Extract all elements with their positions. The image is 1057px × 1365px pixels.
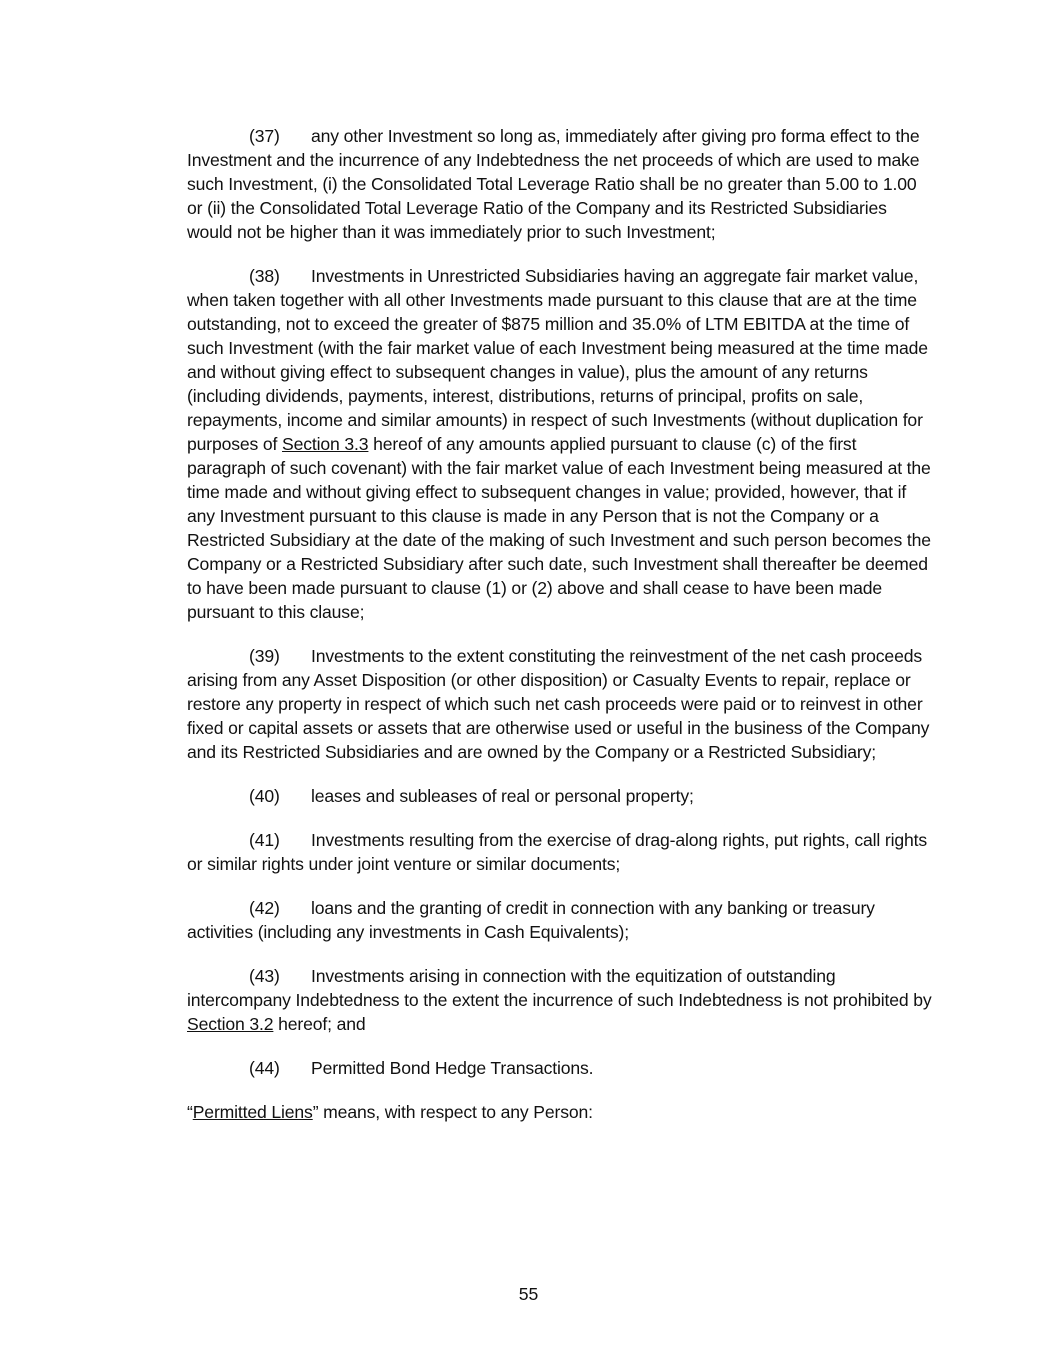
clause-39 — [187, 644, 932, 764]
clause-text: any other Investment so long as, immediately after giving pro forma effect to the Investment and the incurrence of any Indebtedness the net proceeds of which are used to make such Investment, (i) the Consolidated Total Leverage Ratio shall be no greater than 5.00 to 1.00 or (ii) the Consolidated Total Leverage Ratio of the Company and its Restricted Subsidiaries would not be higher than it was immediately prior to such Investment; — [187, 126, 920, 242]
clause-number: (40) — [249, 786, 280, 806]
clause-text: Permitted Bond Hedge Transactions. — [311, 1058, 594, 1078]
clause-text: leases and subleases of real or personal property; — [311, 786, 694, 806]
open-quote: “ — [187, 1102, 193, 1122]
document-body — [187, 124, 932, 1144]
section-3-2-reference: Section 3.2 — [187, 1014, 274, 1034]
clause-38 — [187, 264, 932, 624]
clause-44 — [187, 1056, 932, 1080]
clause-40 — [187, 784, 932, 808]
clause-text-continued: hereof of any amounts applied pursuant to clause (c) of the first paragraph of such covenant) with the fair market value of each Investment being measured at the time made and without giving effect to subsequent changes in value; provided, however, that if any Investment pursuant to this clause is made in any Person that is not the Company or a Restricted Subsidiary at the date of the making of such Investment and such person becomes the Company or a Restricted Subsidiary after such date, such Investment shall thereafter be deemed to have been made pursuant to clause (1) or (2) above and shall cease to have been made pursuant to this clause; — [187, 434, 931, 622]
clause-number: (41) — [249, 830, 280, 850]
clause-text: Investments resulting from the exercise of drag-along rights, put rights, call rights or similar rights under joint venture or similar documents; — [187, 830, 928, 874]
section-3-3-reference: Section 3.3 — [282, 434, 369, 454]
clause-number: (37) — [249, 126, 280, 146]
clause-text: Investments to the extent constituting the reinvestment of the net cash proceeds arising from any Asset Disposition (or other disposition) or Casualty Events to repair, replace or restore any property in respect of which such net cash proceeds were paid or to reinvest in other fixed or capital assets or assets that are otherwise used or useful in the business of the Company and its Restricted Subsidiaries and are owned by the Company or a Restricted Subsidiary; — [187, 646, 930, 762]
clause-number: (39) — [249, 646, 280, 666]
clause-text: Investments in Unrestricted Subsidiaries having an aggregate fair market value, when taken together with all other Investments made pursuant to this clause that are at the time outstanding, not to exceed the greater of $875 million and 35.0% of LTM EBITDA at the time of such Investment (with the fair market value of each Investment being measured at the time made and without giving effect to subsequent changes in value), plus the amount of any returns (including dividends, payments, interest, distributions, returns of principal, profits on sale, repayments, income and similar amounts) in respect of such Investments (without duplication for purposes of — [187, 266, 928, 454]
defined-term: Permitted Liens — [192, 1102, 313, 1122]
clause-number: (43) — [249, 966, 280, 986]
clause-number: (42) — [249, 898, 280, 918]
clause-number: (44) — [249, 1058, 280, 1078]
clause-text-continued: hereof; and — [273, 1014, 366, 1034]
clause-43 — [187, 964, 932, 1036]
definition-text: means, with respect to any Person: — [318, 1102, 593, 1122]
clause-text: loans and the granting of credit in connection with any banking or treasury activities (including any investments in Cash Equivalents); — [187, 898, 875, 942]
clause-42 — [187, 896, 932, 944]
page-number: 55 — [518, 1284, 539, 1304]
definition-permitted-liens — [187, 1100, 932, 1124]
close-quote: ” — [312, 1102, 319, 1122]
clause-37 — [187, 124, 932, 244]
clause-41 — [187, 828, 932, 876]
clause-number: (38) — [249, 266, 280, 286]
clause-text: Investments arising in connection with the equitization of outstanding intercompany Indebtedness to the extent the incurrence of such Indebtedness is not prohibited by — [187, 966, 932, 1010]
